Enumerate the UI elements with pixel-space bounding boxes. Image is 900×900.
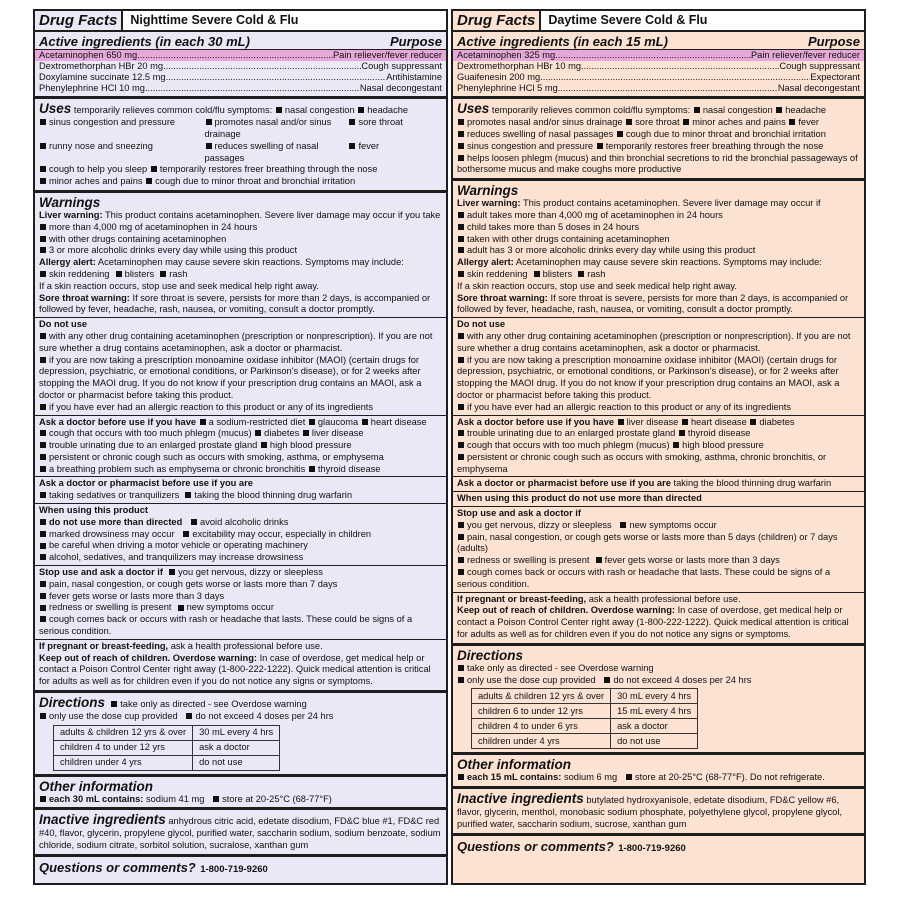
ask-doctor-item: heart disease [370, 416, 427, 427]
allergy-item: skin reddening [467, 268, 528, 279]
uses-item: cough due to minor throat and bronchial irritation [155, 176, 356, 187]
ask-doctor-item: diabetes [759, 416, 795, 427]
ask-doctor-item: liver disease [626, 416, 679, 427]
ingredient-name: Dextromethorphan HBr 20 mg [39, 61, 164, 72]
stop-use-item: new symptoms occur [629, 519, 717, 530]
uses-item: sinus congestion and pressure [467, 140, 594, 151]
uses-item: reduces swelling of nasal passages [204, 140, 319, 163]
ask-pharmacist-item: taking sedatives or tranquilizers [49, 490, 180, 501]
inactive-ingredients-title: Inactive ingredients [39, 812, 166, 828]
directions-item: take only as directed - see Overdose warning [120, 699, 307, 710]
ingredient-name: Phenylephrine HCl 5 mg [457, 83, 558, 94]
age-cell: children 6 to under 12 yrs [472, 704, 611, 719]
directions-title: Directions [39, 695, 106, 711]
allergy-item: rash [587, 268, 606, 279]
active-ingredients-header [453, 34, 864, 50]
when-using-item: marked drowsiness may occur [49, 528, 175, 539]
allergy-item: rash [169, 268, 188, 279]
other-information-title: Other information [39, 778, 153, 794]
liver-item: 3 or more alcoholic drinks every day while using this product [49, 245, 298, 256]
stop-use-title: Stop use and ask a doctor if [39, 567, 163, 578]
age-cell: children under 4 yrs [54, 755, 193, 770]
other-info-item: store at 20-25°C (68-77°F) [222, 793, 332, 804]
stop-use-subsection [453, 506, 864, 591]
do-not-use-item: if you are now taking a prescription monoamine oxidase inhibitor (MAOI) (certain drugs for depression, psychiatric, or emotional conditions, or Parkinson's disease), or for 2 weeks after stopping the MAOI drug. If you do not know if your prescription drug contains an MAOI, ask a doctor or pharmacist before taking this product. [457, 354, 840, 400]
other-information-section [35, 777, 446, 811]
questions-section [35, 857, 446, 879]
overdose-label: Keep out of reach of children. Overdose warning: [39, 652, 257, 663]
questions-title: Questions or comments? [457, 838, 614, 854]
do-not-use-item: if you have ever had an allergic reaction to this product or any of its ingredients [467, 401, 792, 412]
uses-item: promotes nasal and/or sinus drainage [467, 117, 623, 128]
ingredient-name: Acetaminophen 650 mg [39, 50, 138, 60]
ask-doctor-item: a sodium-restricted diet [208, 416, 306, 427]
other-info-item: sodium 6 mg [563, 772, 618, 783]
ingredient-purpose: Cough suppressant [779, 61, 860, 72]
ingredient-row [453, 50, 864, 61]
ingredient-purpose: Nasal decongestant [777, 83, 860, 94]
stop-use-item: redness or swelling is present [49, 602, 172, 613]
active-ingredients-section [35, 32, 446, 99]
uses-item: minor aches and pains [49, 176, 143, 187]
ingredient-row [453, 61, 864, 72]
other-info-item: each 30 mL contains: [49, 793, 144, 804]
stop-use-item: pain, nasal congestion, or cough gets worse or lasts more than 7 days [49, 578, 338, 589]
sore-throat-text: If sore throat is severe, persists for more than 2 days, is accompanied or followed by fever, headache, rash, nausea, or vomiting, consult a doctor promptly. [457, 292, 849, 315]
table-row [54, 740, 280, 755]
ingredient-purpose: Pain reliever/fever reducer [332, 50, 442, 60]
ask-doctor-item: cough that occurs with too much phlegm (mucus) [467, 440, 670, 451]
liver-item: more than 4,000 mg of acetaminophen in 24 hours [49, 221, 258, 232]
stop-use-item: you get nervous, dizzy or sleepless [178, 567, 323, 578]
inactive-ingredients-section [453, 789, 864, 835]
stop-use-item: you get nervous, dizzy or sleepless [467, 519, 612, 530]
liver-item: child takes more than 5 doses in 24 hours [467, 221, 640, 232]
ingredient-purpose: Antihistamine [386, 72, 442, 83]
table-row [472, 719, 698, 734]
uses-item: minor aches and pains [692, 117, 786, 128]
when-using-title: When using this product [39, 505, 148, 516]
questions-phone: 1-800-719-9260 [200, 863, 268, 875]
when-using-item: avoid alcoholic drinks [200, 516, 289, 527]
do-not-use-subsection [35, 317, 446, 413]
product-name: Daytime Severe Cold & Flu [541, 11, 864, 32]
when-using-item: be careful when driving a motor vehicle or operating machinery [49, 540, 308, 551]
do-not-use-item: with any other drug containing acetaminophen (prescription or nonprescription). If you are not sure whether a drug contains acetaminophen, ask a doctor or pharmacist. [39, 330, 433, 353]
ingredient-row [35, 83, 446, 94]
uses-item: temporarily restores freer breathing through the nose [159, 164, 378, 175]
product-name: Nighttime Severe Cold & Flu [123, 11, 446, 32]
liver-item: adult takes more than 4,000 mg of acetaminophen in 24 hours [467, 209, 723, 220]
stop-use-item: fever gets worse or lasts more than 3 days [49, 590, 225, 601]
age-cell: adults & children 12 yrs & over [472, 689, 611, 704]
directions-item: only use the dose cup provided [467, 674, 596, 685]
sore-throat-label: Sore throat warning: [39, 292, 130, 303]
other-info-item: each 15 mL contains: [467, 772, 562, 783]
directions-title: Directions [457, 647, 524, 663]
do-not-use-title: Do not use [39, 319, 88, 330]
when-using-item: do not use more than directed [49, 516, 183, 527]
ingredient-name: Guaifenesin 200 mg [457, 72, 541, 83]
stop-use-item: pain, nasal congestion, or cough gets worse or lasts more than 5 days (children) or 7 days (adults) [457, 531, 838, 554]
pregnancy-label: If pregnant or breast-feeding, [39, 640, 169, 651]
ask-doctor-item: glaucoma [317, 416, 359, 427]
uses-item: cough due to minor throat and bronchial irritation [625, 128, 826, 139]
inactive-ingredients-title: Inactive ingredients [457, 791, 584, 807]
dosage-table [471, 688, 698, 749]
ask-doctor-item: high blood pressure [682, 440, 764, 451]
allergy-alert-text: Acetaminophen may cause severe skin reactions. Symptoms may include: [515, 257, 822, 268]
table-row [472, 734, 698, 749]
drug-facts-tag: Drug Facts [35, 11, 123, 32]
dose-cell: do not use [193, 755, 280, 770]
ingredient-name: Phenylephrine HCl 10 mg [39, 83, 145, 94]
uses-item: headache [367, 105, 409, 116]
ask-doctor-item: persistent or chronic cough such as occurs with smoking, asthma, or emphysema [49, 451, 384, 462]
panel-header [453, 11, 864, 32]
dosage-table [53, 725, 280, 771]
ask-doctor-item: thyroid disease [687, 428, 751, 439]
ingredient-purpose: Nasal decongestant [359, 83, 442, 94]
directions-item: do not exceed 4 doses per 24 hrs [613, 674, 752, 685]
do-not-use-item: if you have ever had an allergic reaction to this product or any of its ingredients [49, 401, 374, 412]
when-using-subsection [453, 491, 864, 505]
inactive-ingredients-text: butylated hydroxyanisole, edetate disodium, FD&C yellow #6, flavor, glycerin, menthol, monobasic sodium phosphate, polyethylene glycol, propylene glycol, purified water, saccharin sodium, sucrose, xanthan gum [457, 795, 843, 829]
dose-cell: ask a doctor [193, 740, 280, 755]
uses-intro: temporarily relieves common cold/flu symptoms: [73, 105, 273, 116]
uses-intro: temporarily relieves common cold/flu symptoms: [491, 105, 691, 116]
ask-doctor-item: persistent or chronic cough such as occurs with smoking, asthma, chronic bronchitis, or emphysema [457, 451, 827, 474]
when-using-subsection [35, 503, 446, 564]
ask-doctor-subsection [35, 415, 446, 476]
allergy-alert-label: Allergy alert: [457, 257, 514, 268]
do-not-use-item: if you are now taking a prescription monoamine oxidase inhibitor (MAOI) (certain drugs for depression, psychiatric, or emotional conditions, or Parkinson's disease), or for 2 weeks after stopping the MAOI drug. If you do not know if your prescription drug contains an MAOI, ask a doctor or pharmacist before taking this product. [39, 354, 422, 400]
liver-warning-text: This product contains acetaminophen. Severe liver damage may occur if [522, 198, 821, 209]
dose-cell: 30 mL every 4 hrs [611, 689, 698, 704]
uses-item: cough to help you sleep [49, 164, 148, 175]
liver-item: taken with other drugs containing acetaminophen [467, 233, 670, 244]
do-not-use-title: Do not use [457, 319, 506, 330]
ask-doctor-item: trouble urinating due to an enlarged prostate gland [49, 440, 258, 451]
pregnancy-subsection [35, 639, 446, 688]
allergy-alert-label: Allergy alert: [39, 257, 96, 268]
questions-phone: 1-800-719-9260 [618, 842, 686, 854]
age-cell: children 4 to under 12 yrs [54, 740, 193, 755]
ask-doctor-item: heart disease [690, 416, 747, 427]
ingredient-name: Dextromethorphan HBr 10 mg [457, 61, 582, 72]
ingredient-row [35, 72, 446, 83]
uses-item: reduces swelling of nasal passages [467, 128, 614, 139]
uses-title: Uses [457, 101, 490, 117]
uses-section [453, 99, 864, 181]
questions-title: Questions or comments? [39, 859, 196, 875]
active-ingredients-title: Active ingredients (in each 15 mL) [457, 34, 668, 49]
ask-pharmacist-subsection [35, 476, 446, 502]
directions-item: do not exceed 4 doses per 24 hrs [195, 710, 334, 721]
liver-item: with other drugs containing acetaminophen [49, 233, 227, 244]
questions-section [453, 836, 864, 858]
other-information-title: Other information [457, 757, 571, 773]
age-cell: children under 4 yrs [472, 734, 611, 749]
inactive-ingredients-section [35, 810, 446, 856]
stop-use-title: Stop use and ask a doctor if [457, 508, 581, 519]
ask-pharmacist-subsection [453, 476, 864, 490]
table-row [54, 725, 280, 740]
nighttime-drug-facts-panel [33, 9, 448, 885]
uses-item: headache [785, 105, 827, 116]
when-using-item: alcohol, sedatives, and tranquilizers may increase drowsiness [49, 552, 304, 563]
allergy-item: blisters [124, 268, 155, 279]
when-using-title: When using this product do not use more than directed [457, 493, 702, 504]
ingredient-row [35, 61, 446, 72]
stop-use-subsection [35, 565, 446, 638]
dose-cell: 15 mL every 4 hrs [611, 704, 698, 719]
other-info-item: sodium 41 mg [145, 793, 205, 804]
allergy-alert-text: Acetaminophen may cause severe skin reactions. Symptoms may include: [97, 257, 404, 268]
sore-throat-label: Sore throat warning: [457, 292, 548, 303]
active-ingredients-header [35, 34, 446, 50]
uses-item: sore throat [635, 117, 680, 128]
overdose-label: Keep out of reach of children. Overdose warning: [457, 605, 675, 616]
stop-use-item: cough comes back or occurs with rash or headache that lasts. These could be signs of a serious condition. [39, 614, 413, 637]
sore-throat-text: If sore throat is severe, persists for more than 2 days, is accompanied or followed by fever, headache, rash, nausea, or vomiting, consult a doctor promptly. [39, 292, 431, 315]
uses-item: sinus congestion and pressure [49, 117, 176, 128]
purpose-title: Purpose [389, 34, 442, 49]
active-ingredients-title: Active ingredients (in each 30 mL) [39, 34, 250, 49]
other-info-item: store at 20-25°C (68-77°F). Do not refrigerate. [634, 772, 825, 783]
drug-facts-tag: Drug Facts [453, 11, 541, 32]
uses-item: sore throat [358, 117, 403, 128]
warnings-title: Warnings [457, 183, 519, 199]
stop-use-item: cough comes back or occurs with rash or headache that lasts. These could be signs of a serious condition. [457, 567, 831, 589]
ingredient-row [453, 83, 864, 94]
ingredient-row [35, 50, 446, 61]
ingredient-purpose: Expectorant [810, 72, 860, 83]
uses-item: helps loosen phlegm (mucus) and thin bronchial secretions to rid the bronchial passageways of bothersome mucus and make coughs more productive [457, 152, 858, 175]
ingredient-purpose: Cough suppressant [361, 61, 442, 72]
pregnancy-label: If pregnant or breast-feeding, [457, 593, 587, 604]
ask-doctor-item: trouble urinating due to an enlarged prostate gland [467, 428, 676, 439]
table-row [54, 755, 280, 770]
stop-use-item: new symptoms occur [186, 602, 274, 613]
directions-section [35, 693, 446, 777]
uses-item: fever [358, 140, 380, 151]
panel-header [35, 11, 446, 32]
pregnancy-text: ask a health professional before use. [170, 640, 323, 651]
pregnancy-text: ask a health professional before use. [588, 593, 741, 604]
ask-doctor-item: cough that occurs with too much phlegm (mucus) [49, 428, 252, 439]
liver-item: adult has 3 or more alcoholic drinks every day while using this product [467, 245, 756, 256]
ask-doctor-item: thyroid disease [317, 463, 381, 474]
allergy-after: If a skin reaction occurs, stop use and seek medical help right away. [39, 280, 319, 291]
warnings-section [453, 181, 864, 646]
uses-item: nasal congestion [702, 105, 773, 116]
ask-pharmacist-title: Ask a doctor or pharmacist before use if you are [457, 478, 671, 489]
overdose-text: In case of overdose, get medical help or contact a Poison Control Center right away (1-800-222-1222). Quick medical attention is critical for adults as well as for children even if you do not notice any signs or symptoms. [39, 652, 431, 687]
allergy-after: If a skin reaction occurs, stop use and seek medical help right away. [457, 280, 737, 291]
ask-doctor-item: liver disease [311, 428, 364, 439]
do-not-use-subsection [453, 317, 864, 413]
liver-warning-label: Liver warning: [457, 198, 521, 209]
table-row [472, 704, 698, 719]
uses-title: Uses [39, 101, 72, 117]
ask-pharmacist-title: Ask a doctor or pharmacist before use if you are [39, 478, 253, 489]
dose-cell: 30 mL every 4 hrs [193, 725, 280, 740]
ingredient-purpose: Pain reliever/fever reducer [750, 50, 860, 60]
stop-use-item: fever gets worse or lasts more than 3 days [604, 555, 780, 566]
uses-grid [39, 117, 442, 164]
ask-doctor-item: high blood pressure [269, 440, 352, 451]
overdose-text: In case of overdose, get medical help or contact a Poison Control Center right away (1-800-222-1222). Quick medical attention is critical for adults as well as for children even if you do not notice any signs or symptoms. [457, 605, 849, 640]
ingredient-name: Acetaminophen 325 mg [457, 50, 556, 60]
ask-doctor-title: Ask a doctor before use if you have [39, 416, 197, 427]
ingredient-row [453, 72, 864, 83]
ask-doctor-title: Ask a doctor before use if you have [457, 416, 615, 427]
table-row [472, 689, 698, 704]
uses-section [35, 99, 446, 193]
purpose-title: Purpose [807, 34, 860, 49]
directions-section [453, 646, 864, 756]
dose-cell: ask a doctor [611, 719, 698, 734]
ask-pharmacist-item: taking the blood thinning drug warfarin [673, 478, 832, 489]
ask-doctor-item: a breathing problem such as emphysema or chronic bronchitis [49, 463, 306, 474]
ask-doctor-item: diabetes [264, 428, 300, 439]
inactive-ingredients-text: anhydrous citric acid, edetate disodium, FD&C blue #1, FD&C red #40, flavor, glycerin, propylene glycol, purified water, saccharin sodium, sodium benzoate, sodium chloride, sodium citrate, sorbitol solution, sucralose, xanthan gum [39, 816, 441, 851]
stop-use-item: redness or swelling is present [467, 555, 590, 566]
directions-item: only use the dose cup provided [49, 710, 178, 721]
allergy-item: blisters [542, 268, 573, 279]
do-not-use-item: with any other drug containing acetaminophen (prescription or nonprescription). If you are not sure whether a drug contains acetaminophen, ask a doctor or pharmacist. [457, 330, 851, 353]
warnings-title: Warnings [39, 194, 101, 210]
daytime-drug-facts-panel [451, 9, 866, 885]
directions-item: take only as directed - see Overdose warning [467, 662, 654, 673]
liver-warning-label: Liver warning: [39, 209, 103, 220]
warnings-section [35, 193, 446, 693]
liver-warning-text: This product contains acetaminophen. Severe liver damage may occur if you take [104, 209, 441, 220]
when-using-item: excitability may occur, especially in children [192, 528, 372, 539]
allergy-item: skin reddening [49, 268, 110, 279]
ask-doctor-subsection [453, 415, 864, 476]
uses-item: temporarily restores freer breathing through the nose [605, 140, 824, 151]
age-cell: adults & children 12 yrs & over [54, 725, 193, 740]
ask-pharmacist-item: taking the blood thinning drug warfarin [194, 490, 353, 501]
pregnancy-subsection [453, 592, 864, 641]
age-cell: children 4 to under 6 yrs [472, 719, 611, 734]
uses-item: promotes nasal and/or sinus drainage [204, 117, 332, 139]
dose-cell: do not use [611, 734, 698, 749]
uses-item: nasal congestion [284, 105, 355, 116]
uses-item: runny nose and sneezing [49, 140, 153, 151]
uses-item: fever [798, 117, 820, 128]
other-information-section [453, 755, 864, 789]
active-ingredients-section [453, 32, 864, 99]
ingredient-name: Doxylamine succinate 12.5 mg [39, 72, 166, 83]
